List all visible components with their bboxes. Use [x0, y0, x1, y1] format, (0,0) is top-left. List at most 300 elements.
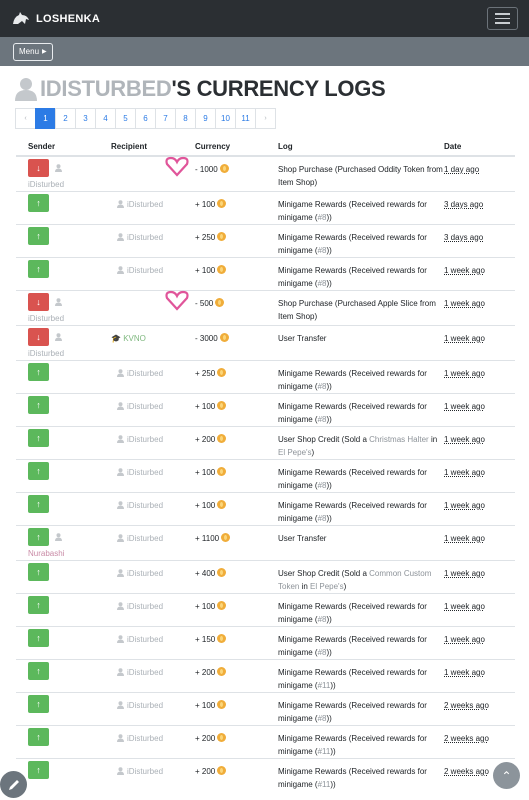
- log-text: Minigame Rewards (Received rewards for minigame (: [278, 734, 427, 756]
- table-row: [16, 156, 515, 192]
- table-row: [16, 660, 515, 693]
- date-text[interactable]: 2 weeks ago: [444, 701, 489, 710]
- currency-cell: [195, 361, 278, 394]
- currency-log-table-wrapper: [16, 138, 515, 792]
- table-row: [16, 291, 515, 326]
- table-row: [16, 192, 515, 225]
- date-cell: [444, 225, 515, 258]
- recipient-name[interactable]: iDisturbed: [127, 200, 164, 209]
- recipient-cell: [111, 759, 195, 792]
- sender-cell: [16, 594, 111, 627]
- arrow-up-icon: ↑: [28, 528, 49, 546]
- date-cell: [444, 394, 515, 427]
- currency-cell: [195, 427, 278, 460]
- recipient-name[interactable]: iDisturbed: [127, 468, 164, 477]
- menu-label: Menu: [19, 47, 40, 56]
- currency-cell: [195, 693, 278, 726]
- currency-cell: [195, 759, 278, 792]
- coin-icon: [221, 533, 230, 542]
- sender-name[interactable]: iDisturbed: [28, 314, 65, 323]
- recipient-cell: [111, 394, 195, 427]
- pagination-page[interactable]: 6: [135, 108, 156, 129]
- coin-icon: [220, 164, 229, 173]
- arrow-up-icon: ↑: [28, 629, 49, 647]
- log-link[interactable]: #8: [317, 714, 327, 723]
- user-icon: [117, 468, 124, 476]
- user-icon: [55, 298, 62, 306]
- user-icon: [55, 533, 62, 541]
- log-cell: [278, 526, 444, 561]
- log-text: Minigame Rewards (Received rewards for minigame (: [278, 233, 427, 255]
- log-link[interactable]: #8: [317, 246, 327, 255]
- recipient-cell: [111, 192, 195, 225]
- arrow-up-icon: ↑: [28, 462, 49, 480]
- pagination-page[interactable]: 2: [55, 108, 76, 129]
- table-row: [16, 493, 515, 526]
- table-row: [16, 726, 515, 759]
- double-chevron-up-icon: ⌃: [501, 768, 512, 783]
- date-cell: [444, 258, 515, 291]
- heart-icon: [165, 289, 189, 311]
- coin-icon: [217, 265, 226, 274]
- user-icon: [117, 701, 124, 709]
- date-cell: [444, 156, 515, 192]
- log-text-mid: in: [299, 582, 311, 591]
- recipient-cell: [111, 427, 195, 460]
- log-text-end: )): [326, 382, 332, 391]
- date-cell: [444, 192, 515, 225]
- recipient-name[interactable]: iDisturbed: [127, 233, 164, 242]
- log-text: Minigame Rewards (Received rewards for minigame (: [278, 468, 427, 490]
- log-cell: [278, 394, 444, 427]
- user-icon: [117, 369, 124, 377]
- currency-amount: + 100: [195, 200, 216, 209]
- log-text-end: )): [326, 615, 332, 624]
- table-row: [16, 326, 515, 361]
- log-text: Shop Purchase (Purchased Apple Slice from Item Shop): [278, 299, 436, 321]
- log-link[interactable]: #11: [317, 681, 331, 690]
- currency-amount: + 100: [195, 266, 216, 275]
- recipient-name[interactable]: iDisturbed: [127, 402, 164, 411]
- recipient-name[interactable]: iDisturbed: [127, 435, 164, 444]
- currency-amount: + 200: [195, 734, 216, 743]
- sender-name[interactable]: Nurabashi: [28, 549, 65, 558]
- user-icon: [117, 534, 124, 542]
- arrow-up-icon: ↑: [28, 596, 49, 614]
- pagination-page[interactable]: 3: [75, 108, 96, 129]
- hamburger-icon: [495, 13, 510, 15]
- user-icon: [117, 402, 124, 410]
- navbar-toggle-button[interactable]: [487, 7, 518, 30]
- recipient-name[interactable]: iDisturbed: [127, 767, 164, 776]
- arrow-up-icon: ↑: [28, 429, 49, 447]
- currency-amount: + 100: [195, 468, 216, 477]
- currency-amount: + 250: [195, 233, 216, 242]
- pagination-prev[interactable]: ‹: [15, 108, 36, 129]
- currency-amount: + 250: [195, 369, 216, 378]
- date-text[interactable]: 1 week ago: [444, 402, 485, 411]
- log-link[interactable]: #11: [317, 747, 331, 756]
- recipient-cell: [111, 726, 195, 759]
- sender-cell: [16, 726, 111, 759]
- currency-amount: + 150: [195, 635, 216, 644]
- table-row: [16, 627, 515, 660]
- sender-cell: [16, 660, 111, 693]
- header-log: Log: [278, 138, 444, 156]
- shop-link[interactable]: El Pepe's: [278, 448, 312, 457]
- arrow-down-icon: ↓: [28, 293, 49, 311]
- header-recipient: Recipient: [111, 138, 195, 156]
- arrow-up-icon: ↑: [28, 227, 49, 245]
- date-text[interactable]: 2 weeks ago: [444, 767, 489, 776]
- log-text-end: )): [326, 648, 332, 657]
- recipient-cell: [111, 225, 195, 258]
- log-text: Minigame Rewards (Received rewards for minigame (: [278, 501, 427, 523]
- menu-button[interactable]: [13, 43, 53, 61]
- table-row: [16, 693, 515, 726]
- table-row: [16, 427, 515, 460]
- coin-icon: [217, 467, 226, 476]
- date-text[interactable]: 1 week ago: [444, 602, 485, 611]
- table-header-row: [16, 138, 515, 156]
- currency-cell: [195, 156, 278, 192]
- currency-amount: + 100: [195, 701, 216, 710]
- coin-icon: [217, 766, 226, 775]
- currency-amount: + 100: [195, 501, 216, 510]
- user-icon: [117, 635, 124, 643]
- user-icon: [117, 767, 124, 775]
- pagination-page[interactable]: 10: [215, 108, 236, 129]
- arrow-down-icon: ↓: [28, 328, 49, 346]
- log-text-end: )): [326, 415, 332, 424]
- sender-name[interactable]: iDisturbed: [28, 349, 65, 358]
- recipient-name[interactable]: iDisturbed: [127, 534, 164, 543]
- pagination: [16, 108, 529, 129]
- log-text: Minigame Rewards (Received rewards for minigame (: [278, 266, 427, 288]
- arrow-up-icon: ↑: [28, 695, 49, 713]
- header-sender: Sender: [16, 138, 111, 156]
- log-text-end: )): [326, 514, 332, 523]
- recipient-name[interactable]: iDisturbed: [127, 501, 164, 510]
- currency-amount: - 1000: [195, 165, 218, 174]
- arrow-up-icon: ↑: [28, 260, 49, 278]
- log-link[interactable]: #8: [317, 279, 327, 288]
- log-text: Minigame Rewards (Received rewards for minigame (: [278, 668, 427, 690]
- recipient-name[interactable]: iDisturbed: [127, 266, 164, 275]
- coin-icon: [217, 568, 226, 577]
- coin-icon: [217, 700, 226, 709]
- sender-cell: [16, 561, 111, 594]
- title-username[interactable]: IDISTURBED: [40, 75, 172, 101]
- log-link[interactable]: #8: [317, 514, 327, 523]
- log-cell: [278, 726, 444, 759]
- date-text[interactable]: 1 week ago: [444, 534, 485, 543]
- recipient-cell: [111, 660, 195, 693]
- log-text-end: )): [326, 213, 332, 222]
- log-text: User Transfer: [278, 334, 327, 343]
- recipient-name[interactable]: iDisturbed: [127, 668, 164, 677]
- log-text-end: )): [326, 714, 332, 723]
- log-cell: [278, 561, 444, 594]
- currency-amount: + 200: [195, 668, 216, 677]
- recipient-name[interactable]: KVNO: [123, 334, 146, 343]
- date-text[interactable]: 1 week ago: [444, 299, 485, 308]
- arrow-up-icon: ↑: [28, 728, 49, 746]
- log-text-end: )): [330, 747, 336, 756]
- log-cell: [278, 493, 444, 526]
- arrow-up-icon: ↑: [28, 662, 49, 680]
- log-cell: [278, 660, 444, 693]
- brand-name: LOSHENKA: [36, 12, 101, 25]
- recipient-name[interactable]: iDisturbed: [127, 569, 164, 578]
- log-cell: [278, 225, 444, 258]
- recipient-name[interactable]: iDisturbed: [127, 701, 164, 710]
- user-icon: [117, 266, 124, 274]
- date-text[interactable]: 1 week ago: [444, 468, 485, 477]
- currency-cell: [195, 258, 278, 291]
- log-link[interactable]: #8: [317, 648, 327, 657]
- date-text[interactable]: 1 week ago: [444, 435, 485, 444]
- pagination-page[interactable]: 5: [115, 108, 136, 129]
- currency-amount: + 400: [195, 569, 216, 578]
- recipient-name[interactable]: iDisturbed: [127, 734, 164, 743]
- log-text: Shop Purchase (Purchased Oddity Token from Item Shop): [278, 165, 443, 187]
- sender-cell: [16, 693, 111, 726]
- arrow-up-icon: ↑: [28, 194, 49, 212]
- sender-cell: [16, 460, 111, 493]
- page-title: [0, 66, 529, 104]
- log-text: User Shop Credit (Sold a: [278, 569, 370, 578]
- heart-icon: [165, 155, 189, 177]
- coin-icon: [220, 333, 229, 342]
- coin-icon: [215, 298, 224, 307]
- user-icon: [117, 435, 124, 443]
- sender-cell: [16, 156, 111, 192]
- date-cell: [444, 361, 515, 394]
- log-text-mid: in: [428, 435, 438, 444]
- arrow-up-icon: ↑: [28, 761, 49, 779]
- arrow-up-icon: ↑: [28, 563, 49, 581]
- sender-cell: [16, 258, 111, 291]
- pencil-icon: [7, 778, 21, 792]
- pagination-page[interactable]: 1: [35, 108, 56, 129]
- log-cell: [278, 156, 444, 192]
- currency-cell: [195, 291, 278, 326]
- fox-logo-icon: [11, 11, 31, 27]
- brand-link[interactable]: [11, 11, 100, 27]
- graduation-cap-icon: 🎓: [111, 334, 124, 343]
- log-cell: [278, 594, 444, 627]
- date-cell: [444, 561, 515, 594]
- date-text[interactable]: 1 week ago: [444, 334, 485, 343]
- date-text[interactable]: 1 day ago: [444, 165, 480, 174]
- pagination-page[interactable]: 7: [155, 108, 176, 129]
- currency-amount: - 500: [195, 299, 214, 308]
- sender-cell: [16, 627, 111, 660]
- user-icon: [117, 569, 124, 577]
- recipient-cell: [111, 594, 195, 627]
- table-row: [16, 594, 515, 627]
- recipient-cell: [111, 326, 195, 361]
- table-row: [16, 759, 515, 792]
- sender-cell: [16, 361, 111, 394]
- recipient-cell: [111, 693, 195, 726]
- date-text[interactable]: 1 week ago: [444, 635, 485, 644]
- coin-icon: [217, 667, 226, 676]
- recipient-name[interactable]: iDisturbed: [127, 369, 164, 378]
- caret-right-icon: ▶: [42, 49, 47, 55]
- date-cell: [444, 460, 515, 493]
- currency-cell: [195, 192, 278, 225]
- date-text[interactable]: 1 week ago: [444, 266, 485, 275]
- arrow-up-icon: ↑: [28, 495, 49, 513]
- user-icon: [55, 333, 62, 341]
- log-text: Minigame Rewards (Received rewards for minigame (: [278, 602, 427, 624]
- user-icon: [117, 200, 124, 208]
- pagination-page[interactable]: 11: [235, 108, 256, 129]
- coin-icon: [217, 232, 226, 241]
- table-row: [16, 526, 515, 561]
- log-link[interactable]: #8: [317, 382, 327, 391]
- coin-icon: [217, 634, 226, 643]
- log-link[interactable]: Common Custom Token: [278, 569, 432, 591]
- currency-cell: [195, 326, 278, 361]
- log-cell: [278, 427, 444, 460]
- log-text: User Shop Credit (Sold a: [278, 435, 370, 444]
- log-text-end: )): [326, 246, 332, 255]
- pagination-page[interactable]: 4: [95, 108, 116, 129]
- coin-icon: [217, 401, 226, 410]
- log-text: Minigame Rewards (Received rewards for minigame (: [278, 200, 427, 222]
- coin-icon: [217, 199, 226, 208]
- date-cell: [444, 660, 515, 693]
- coin-icon: [217, 434, 226, 443]
- table-row: [16, 561, 515, 594]
- currency-amount: + 1100: [195, 534, 220, 543]
- date-cell: [444, 627, 515, 660]
- log-link[interactable]: #8: [317, 615, 327, 624]
- user-icon: [117, 602, 124, 610]
- date-text[interactable]: 1 week ago: [444, 501, 485, 510]
- pagination-page[interactable]: 8: [175, 108, 196, 129]
- log-cell: [278, 291, 444, 326]
- log-link[interactable]: #11: [317, 780, 331, 789]
- currency-cell: [195, 394, 278, 427]
- sender-cell: [16, 192, 111, 225]
- table-row: [16, 361, 515, 394]
- log-text: Minigame Rewards (Received rewards for minigame (: [278, 635, 427, 657]
- table-row: [16, 258, 515, 291]
- sender-name[interactable]: iDisturbed: [28, 180, 65, 189]
- log-text-end: )): [330, 681, 336, 690]
- log-text-end: )): [326, 279, 332, 288]
- scroll-top-button[interactable]: [493, 762, 520, 789]
- log-link[interactable]: #8: [317, 481, 327, 490]
- log-cell: [278, 693, 444, 726]
- shop-link[interactable]: El Pepe's: [310, 582, 344, 591]
- user-icon: [117, 734, 124, 742]
- date-cell: [444, 594, 515, 627]
- currency-cell: [195, 225, 278, 258]
- currency-log-table: [16, 138, 515, 792]
- date-text[interactable]: 3 days ago: [444, 233, 484, 242]
- user-icon: [15, 77, 37, 101]
- currency-amount: + 100: [195, 602, 216, 611]
- log-link[interactable]: #8: [317, 213, 327, 222]
- log-cell: [278, 460, 444, 493]
- sender-cell: [16, 291, 111, 326]
- log-cell: [278, 326, 444, 361]
- sender-cell: [16, 326, 111, 361]
- log-cell: [278, 627, 444, 660]
- log-cell: [278, 361, 444, 394]
- table-row: [16, 394, 515, 427]
- date-cell: [444, 427, 515, 460]
- currency-cell: [195, 726, 278, 759]
- log-link[interactable]: #8: [317, 415, 327, 424]
- title-suffix: 'S CURRENCY LOGS: [171, 75, 386, 101]
- date-text[interactable]: 1 week ago: [444, 668, 485, 677]
- date-cell: [444, 326, 515, 361]
- log-cell: [278, 759, 444, 792]
- log-text: Minigame Rewards (Received rewards for minigame (: [278, 369, 427, 391]
- coin-icon: [217, 733, 226, 742]
- currency-amount: + 200: [195, 767, 216, 776]
- log-cell: [278, 192, 444, 225]
- user-icon: [117, 233, 124, 241]
- user-icon: [117, 668, 124, 676]
- recipient-cell: [111, 460, 195, 493]
- recipient-name[interactable]: iDisturbed: [127, 602, 164, 611]
- recipient-cell: [111, 561, 195, 594]
- currency-amount: + 100: [195, 402, 216, 411]
- currency-cell: [195, 526, 278, 561]
- recipient-cell: [111, 258, 195, 291]
- recipient-cell: [111, 493, 195, 526]
- log-text-end: ): [311, 448, 315, 457]
- sender-cell: [16, 493, 111, 526]
- date-cell: [444, 291, 515, 326]
- date-text[interactable]: 1 week ago: [444, 569, 485, 578]
- date-text[interactable]: 3 days ago: [444, 200, 484, 209]
- navbar: [0, 0, 529, 37]
- log-text-end: )): [330, 780, 336, 789]
- date-text[interactable]: 1 week ago: [444, 369, 485, 378]
- arrow-down-icon: ↓: [28, 159, 49, 177]
- currency-cell: [195, 660, 278, 693]
- pagination-next[interactable]: ›: [255, 108, 276, 129]
- edit-button[interactable]: [0, 771, 27, 798]
- log-text: Minigame Rewards (Received rewards for minigame (: [278, 402, 427, 424]
- log-text: Minigame Rewards (Received rewards for minigame (: [278, 701, 427, 723]
- user-icon: [117, 501, 124, 509]
- header-currency: Currency: [195, 138, 278, 156]
- date-cell: [444, 493, 515, 526]
- recipient-name[interactable]: iDisturbed: [127, 635, 164, 644]
- sender-cell: [16, 526, 111, 561]
- log-link[interactable]: Christmas Halter: [369, 435, 429, 444]
- currency-amount: - 3000: [195, 334, 218, 343]
- currency-cell: [195, 594, 278, 627]
- coin-icon: [217, 601, 226, 610]
- currency-cell: [195, 627, 278, 660]
- recipient-cell: [111, 627, 195, 660]
- pagination-page[interactable]: 9: [195, 108, 216, 129]
- sender-cell: [16, 427, 111, 460]
- sender-cell: [16, 225, 111, 258]
- log-cell: [278, 258, 444, 291]
- date-text[interactable]: 2 weeks ago: [444, 734, 489, 743]
